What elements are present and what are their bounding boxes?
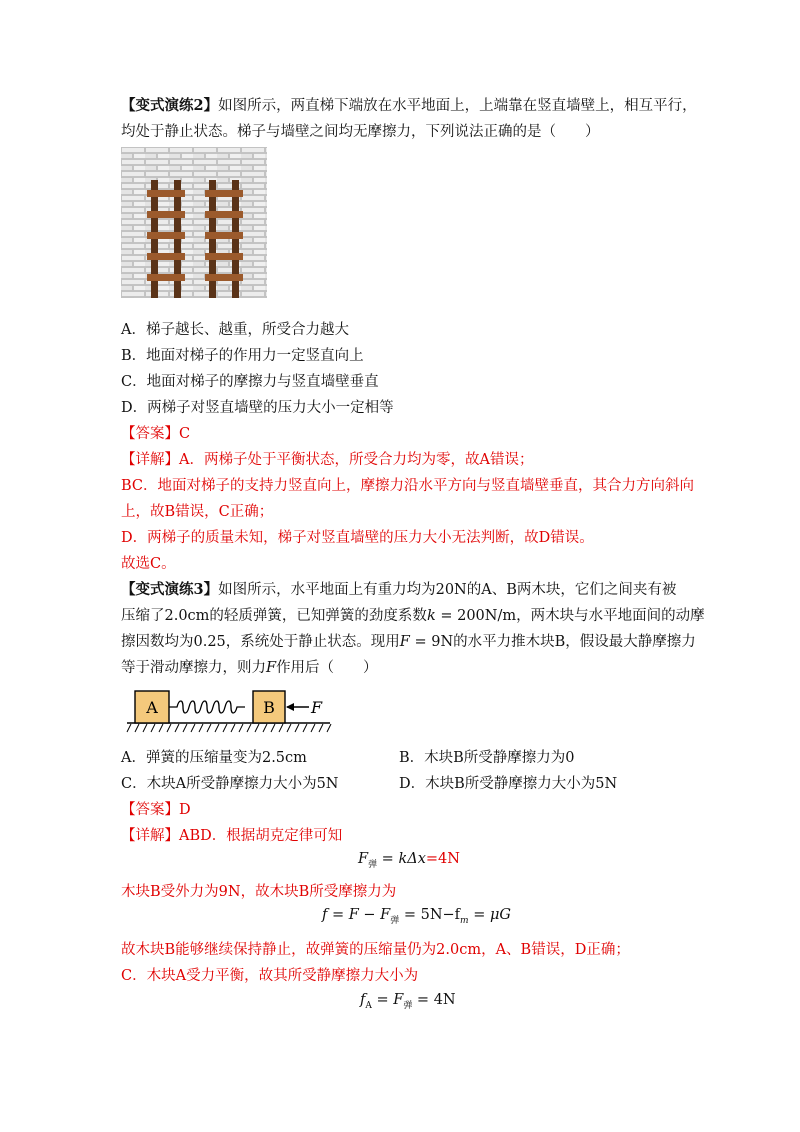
- block-a-label: A: [146, 698, 158, 717]
- q3-detail-1: [121, 826, 342, 846]
- q3-answer-label: 【答案】: [121, 802, 179, 818]
- q3-f-symbol-2: F: [266, 660, 277, 676]
- eq1-result: =4N: [425, 851, 460, 867]
- eq3-sub2: 弹: [403, 1000, 413, 1011]
- q3-option-d: D．木块B所受静摩擦力大小为5N: [399, 776, 618, 792]
- spring-blocks-figure: [125, 688, 335, 736]
- q3-text-3: 擦因数均为0.25，系统处于静止状态。现用: [121, 634, 400, 650]
- q3-option-c: C．木块A所受静摩擦力大小为5N: [121, 776, 339, 792]
- eq1-lhs: F: [358, 851, 369, 867]
- eq3-end: = 4N: [412, 992, 456, 1008]
- q3-option-b: B．木块B所受静摩擦力为0: [399, 750, 575, 766]
- q2-detail-4: D．两梯子的质量未知，梯子对竖直墙壁的压力大小无法判断，故D错误。: [121, 530, 594, 546]
- q3-f-symbol: F: [399, 634, 410, 650]
- q3-k-value: = 200N/m: [435, 608, 517, 624]
- eq3-mid: = F: [371, 992, 404, 1008]
- q3-answer: [121, 800, 191, 820]
- eq2-main: f = F − F: [322, 907, 391, 923]
- q3-options-row-1: [121, 748, 721, 768]
- q3-text-4-tail: 作用后（ ）: [276, 660, 378, 676]
- q3-options-row-2: [121, 774, 721, 794]
- brick-wall: [121, 147, 267, 298]
- q3-text-1: 如图所示，水平地面上有重力均为20N的A、B两木块，它们之间夹有被: [218, 582, 677, 598]
- q3-equation-2: [322, 907, 511, 926]
- q3-equation-3: [360, 992, 456, 1011]
- q2-answer: [121, 424, 190, 444]
- q2-text-1: 如图所示，两直梯下端放在水平地面上，上端靠在竖直墙壁上，相互平行，: [218, 98, 697, 114]
- eq2-end: = μG: [468, 907, 511, 923]
- q3-answer-value: D: [179, 802, 191, 818]
- q3-k-symbol: k: [426, 608, 436, 624]
- spring: [169, 701, 245, 713]
- eq1-sub: 弹: [368, 859, 378, 870]
- q3-line2: [121, 606, 705, 626]
- eq2-sub2: m: [460, 915, 469, 926]
- q2-option-a: A．梯子越长、越重，所受合力越大: [121, 322, 349, 338]
- q3-option-a: A．弹簧的压缩量变为2.5cm: [121, 750, 307, 766]
- q2-answer-label: 【答案】: [121, 426, 179, 442]
- q2-detail-text-1: A．两梯子处于平衡状态，所受合力均为零，故A错误；: [179, 452, 534, 468]
- q2-option-b: B．地面对梯子的作用力一定竖直向上: [121, 348, 364, 364]
- q2-detail-5: 故选C。: [121, 556, 176, 572]
- eq1-mid: = kΔx: [377, 851, 426, 867]
- q2-option-d: D．两梯子对竖直墙壁的压力大小一定相等: [121, 400, 394, 416]
- q3-line4: [121, 658, 378, 678]
- force-arrowhead: [286, 703, 294, 711]
- eq3-sub: A: [365, 1000, 372, 1011]
- q2-option-c: C．地面对梯子的摩擦力与竖直墙壁垂直: [121, 374, 379, 390]
- q3-equation-1: [358, 851, 460, 870]
- q3-text-2-tail: ，两木块与水平地面间的动摩: [516, 608, 705, 624]
- q2-line2: 均处于静止状态。梯子与墙壁之间均无摩擦力，下列说法正确的是（ ）: [121, 124, 600, 140]
- q3-detail-label: 【详解】: [121, 828, 179, 844]
- ground-hatching: [127, 724, 331, 732]
- q2-detail-2: BC．地面对梯子的支持力竖直向上，摩擦力沿水平方向与竖直墙壁垂直，其合力方向斜向: [121, 478, 695, 494]
- q3-line1: [121, 580, 676, 600]
- q3-text-3-tail: 的水平力推木块B，假设最大静摩擦力: [453, 634, 696, 650]
- q3-tag: 【变式演练3】: [121, 581, 219, 598]
- q3-detail-4: C．木块A受力平衡，故其所受静摩擦力大小为: [121, 968, 419, 984]
- eq2-sub: 弹: [390, 915, 400, 926]
- q2-detail-3: 上，故B错误，C正确；: [121, 504, 274, 520]
- block-b-label: B: [263, 698, 275, 717]
- ladders-wall-figure: [121, 147, 267, 298]
- q3-detail-text-1: ABD．根据胡克定律可知: [179, 828, 343, 844]
- q2-line1: [121, 96, 697, 116]
- q3-text-4: 等于滑动摩擦力，则力: [121, 660, 266, 676]
- q3-detail-3: 故木块B能够继续保持静止，故弹簧的压缩量仍为2.0cm，A、B错误，D正确；: [121, 942, 630, 958]
- q2-answer-value: C: [179, 426, 191, 442]
- force-label: F: [311, 698, 323, 717]
- q2-tag: 【变式演练2】: [121, 97, 219, 114]
- q2-detail-1: [121, 450, 533, 470]
- q2-detail-label: 【详解】: [121, 452, 179, 468]
- q3-detail-2: 木块B受外力为9N，故木块B所受摩擦力为: [121, 884, 397, 900]
- q3-line3: [121, 632, 696, 652]
- eq2-tail: = 5N−f: [399, 907, 461, 923]
- eq3-lhs: f: [360, 992, 366, 1008]
- q3-text-2: 压缩了2.0cm的轻质弹簧，已知弹簧的劲度系数: [121, 608, 427, 624]
- q3-f-value: = 9N: [409, 634, 454, 650]
